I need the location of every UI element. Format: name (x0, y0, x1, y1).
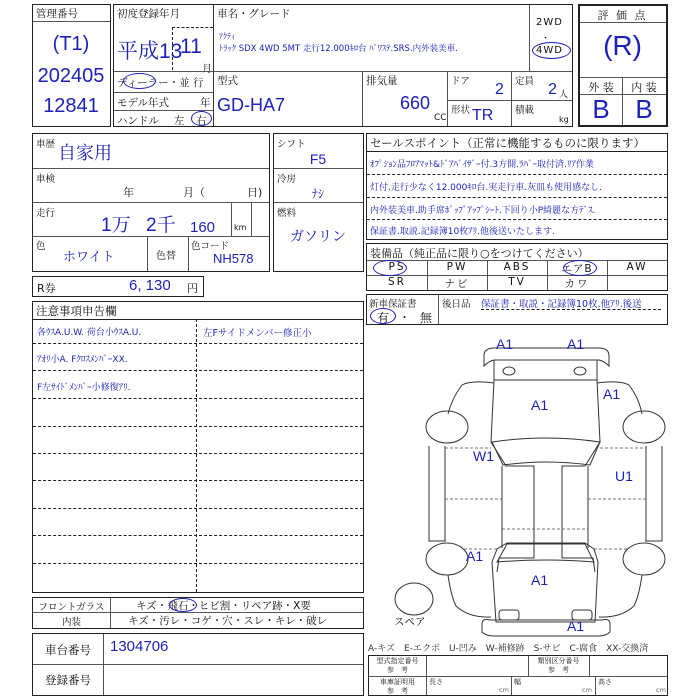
wheel-front-left (426, 543, 468, 575)
wheel-rear-left (426, 411, 468, 443)
headlamp-left (499, 610, 519, 620)
management-label: 管理番号 (36, 8, 78, 20)
vehicle-name-line1: ｱｸﾃｨ (219, 32, 235, 41)
notes-box (32, 301, 364, 593)
model-year-label: モデル年式 (117, 97, 169, 109)
shift-label: シフト (277, 139, 306, 150)
management-number-2: 12841 (43, 95, 99, 117)
equipment-item: AW (626, 261, 648, 273)
inspection-day: 日) (247, 186, 263, 199)
grade-box (578, 4, 668, 127)
damage-mark-front-cab: A1 (531, 572, 549, 588)
color-change-label: 色替 (156, 251, 176, 262)
note-left: ｱｵﾘ小A. FｸﾛｽﾒﾝﾊﾞｰXX. (37, 355, 128, 365)
handle-left: 左 (174, 115, 185, 127)
height-label: 高さ (598, 678, 612, 686)
grade-exterior-label: 外 装 (588, 81, 614, 94)
registration-era-year (117, 35, 182, 65)
note-left: 各ｳｽA.U.W. 荷台小ｳｽA.U. (37, 328, 142, 338)
spare-label: スペア (394, 616, 426, 628)
sales-points-box (366, 133, 668, 240)
chip-circle (169, 598, 197, 612)
load-unit: kg (559, 115, 569, 124)
dealer-circle (123, 73, 156, 89)
registration-month: 11 (180, 35, 202, 58)
side-left (429, 446, 446, 541)
notes-title: 注意事項申告欄 (36, 304, 117, 318)
glass-box (32, 597, 364, 629)
type-cert-ref: 参 考 (387, 666, 408, 674)
model-label: 型式 (217, 75, 238, 87)
mileage-unit: km (234, 223, 247, 232)
equipment-item: エアB (561, 263, 593, 275)
equipment-item: カワ (564, 278, 590, 290)
grade-interior-label: 内 装 (631, 81, 657, 94)
history-label: 車歴 (36, 139, 56, 150)
equipment-airbag-circle (563, 260, 597, 276)
mileage-rest: 160 (190, 219, 216, 236)
equipment-item: PS (388, 261, 406, 273)
registration-month-unit: 月 (202, 64, 212, 75)
vehicle-name-line2: ﾄﾗｯｸ SDX 4WD 5MT 走行12.000ｷﾛ台 ﾊﾟﾜｽﾃ.SRS.内外装美車. (219, 44, 458, 54)
ac-label: 冷房 (277, 174, 297, 185)
sales-point-line: 内外装美車.助手席ﾎﾟｯﾌﾟｱｯﾌﾟｼｰﾄ.下回り小P綺麗な方ﾃﾞｽ. (370, 206, 596, 216)
load-label: 積載 (515, 105, 535, 116)
spare-tire (395, 583, 433, 615)
drive-2wd: 2WD (536, 17, 563, 28)
damage-mark-rear-bumper-right: A1 (567, 336, 585, 352)
model-value: GD-HA7 (217, 95, 286, 115)
windshield (497, 544, 594, 562)
inspection-year: 年 (123, 186, 134, 199)
garage-cert-label: 車庫証明用 (380, 678, 415, 686)
later-items-value: 保証書・取説・記録簿10枚.他ｱﾘ.後送 (481, 299, 642, 310)
shape-value: TR (472, 107, 494, 124)
chassis-box (32, 633, 364, 696)
color-code-value: NH578 (213, 251, 254, 266)
length-label: 長さ (429, 678, 443, 686)
glass-option-chip: 飛石 (167, 600, 189, 612)
mileage-man: 1万 (101, 215, 131, 236)
damage-mark-front-bumper: A1 (567, 618, 585, 634)
displacement-value: 660 (400, 93, 431, 113)
recycle-label: R券 (37, 282, 56, 295)
class-ref: 参 考 (548, 666, 569, 674)
handle-right: 右 (196, 115, 207, 127)
mileage-label: 走行 (36, 208, 56, 219)
shape-label: 形状 (451, 105, 471, 116)
fuel-label: 燃料 (277, 208, 297, 219)
grade-interior: B (635, 94, 653, 124)
damage-mark-side-right: U1 (615, 468, 633, 484)
capacity-label: 定員 (515, 76, 535, 87)
tailgate (494, 360, 597, 380)
sales-point-line: ｵﾌﾟｼｮﾝ品ﾌﾛｱﾏｯﾄ&ﾄﾞｱﾊﾞｲｻﾞｰ付.3方開.ﾗﾊﾞｰ取付済.ﾘｱ作業 (370, 160, 594, 170)
chassis-value: 1304706 (110, 638, 169, 655)
rear-fender-left (448, 382, 494, 414)
width-unit: cm (582, 686, 592, 694)
damage-mark-front-fender-left: A1 (466, 548, 484, 564)
inspection-label: 車検 (36, 174, 56, 185)
rear-lamp-right (574, 367, 586, 375)
management-number-1: 202405 (37, 65, 105, 87)
glass-option: リペア跡 (240, 600, 283, 612)
drive-4wd-circle (532, 42, 571, 59)
door-value: 2 (495, 81, 504, 98)
equipment-item: SR (388, 276, 406, 288)
fuel-value: ガソリン (290, 229, 346, 245)
glass-option: X要 (293, 600, 311, 612)
recycle-amount: 6, 130 (129, 277, 171, 294)
warranty-box (366, 294, 668, 325)
drive-4wd: 4WD (536, 45, 563, 56)
recycle-unit: 円 (187, 282, 198, 295)
sales-points-title: セールスポイント（正常に機能するものに限ります） (370, 136, 645, 150)
vehicle-info-box (113, 4, 573, 127)
history-box (32, 133, 270, 272)
glass-option: キズ (136, 600, 157, 612)
management-box (32, 4, 111, 127)
equipment-ps-circle (373, 260, 407, 276)
inspection-month: 月（ (183, 186, 205, 199)
displacement-label: 排気量 (366, 75, 398, 87)
registration-number-label: 登録番号 (45, 673, 91, 687)
front-glass-options: キズ・飛石・ヒビ割・リペア跡・X要 (136, 600, 311, 612)
warranty-yes: 有 (377, 311, 390, 325)
damage-mark-cargo-bed: A1 (531, 397, 549, 413)
side-right (645, 446, 662, 541)
note-right: 左Fサイドメンバー修正小 (203, 328, 312, 339)
note-left: F左ｻｲﾄﾞﾒﾝﾊﾞｰ小修復ｱﾘ. (37, 383, 131, 393)
later-items-label: 後日品 (442, 299, 471, 310)
class-label: 類別区分番号 (537, 657, 580, 665)
handle-label: ハンドル (117, 115, 159, 127)
wheel-rear-right (623, 411, 665, 443)
damage-legend: A-キズ E-エクボ U-凹み W-補修跡 S-サビ C-腐食 XX-交換済 (368, 644, 649, 654)
mileage-sen: 2千 (146, 215, 176, 236)
model-year-unit: 年 (200, 97, 211, 109)
drive-dot: ・ (541, 34, 551, 44)
registration-era-year-text: 平成13 (117, 40, 183, 63)
garage-cert-ref: 参 考 (387, 687, 408, 695)
capacity-value: 2 (548, 81, 557, 98)
equipment-item: TV (508, 276, 526, 288)
dealer-parallel-label: ディーラー・並 行 (117, 77, 204, 89)
door-label: ドア (451, 76, 470, 87)
displacement-unit: CC (434, 113, 447, 123)
front-fender-left (448, 575, 491, 617)
glass-option: ヒビ割 (198, 600, 231, 612)
warranty-no: 無 (420, 311, 433, 325)
wheel-front-right (623, 543, 665, 575)
width-label: 幅 (514, 678, 521, 686)
height-unit: cm (656, 686, 666, 694)
reference-table (368, 655, 668, 696)
color-value: ホワイト (63, 250, 115, 265)
front-glass-label: フロントガラス (38, 602, 105, 613)
interior-condition-options: キズ・汚レ・コゲ・穴・スレ・キレ・破レ (128, 615, 328, 627)
front-fender-right (599, 575, 642, 617)
specs-box (273, 133, 364, 272)
cab-rear-window (492, 438, 600, 465)
recycle-box (32, 276, 204, 297)
shift-value: F5 (309, 151, 327, 167)
type-cert-label: 型式指定番号 (376, 657, 419, 665)
sales-point-line: 灯付.走行少なく12.000ｷﾛ台.実走行車.灰皿も使用感なし. (370, 183, 602, 193)
equipment-item: ナビ (444, 278, 470, 290)
equipment-title: 装備品（純正品に限り○をつけてください） (370, 247, 589, 260)
warranty-label: 新車保証書 (369, 299, 417, 310)
vehicle-name-label: 車名・グレード (217, 8, 291, 20)
warranty-yes-circle (370, 308, 396, 324)
color-code-label: 色コード (191, 241, 230, 252)
history-value: 自家用 (58, 143, 112, 164)
warranty-dot: ・ (399, 311, 410, 324)
handle-right-circle (191, 111, 212, 126)
color-label: 色 (36, 241, 46, 252)
grade-exterior: B (592, 94, 610, 124)
damage-mark-rear-bumper-left: A1 (496, 336, 514, 352)
grade-label: 評 価 点 (597, 9, 648, 22)
equipment-item: ABS (503, 261, 531, 273)
grade-score: (R) (603, 30, 642, 61)
registration-label: 初度登録年月 (117, 8, 180, 20)
damage-mark-side-left: W1 (473, 448, 494, 464)
interior-condition-label: 内装 (61, 617, 81, 628)
capacity-unit: 人 (559, 90, 569, 100)
chassis-label: 車台番号 (45, 643, 91, 657)
equipment-box (366, 243, 668, 291)
equipment-item: PW (446, 261, 468, 273)
rear-lamp-left (503, 367, 515, 375)
ac-value: ﾅｼ (311, 187, 324, 201)
length-unit: cm (499, 686, 509, 694)
sales-point-line: 保証書.取説.記録簿10枚ｱﾘ.他後送いたします. (370, 227, 555, 237)
damage-mark-rear-fender-right: A1 (603, 386, 621, 402)
management-code: (T1) (52, 33, 90, 55)
